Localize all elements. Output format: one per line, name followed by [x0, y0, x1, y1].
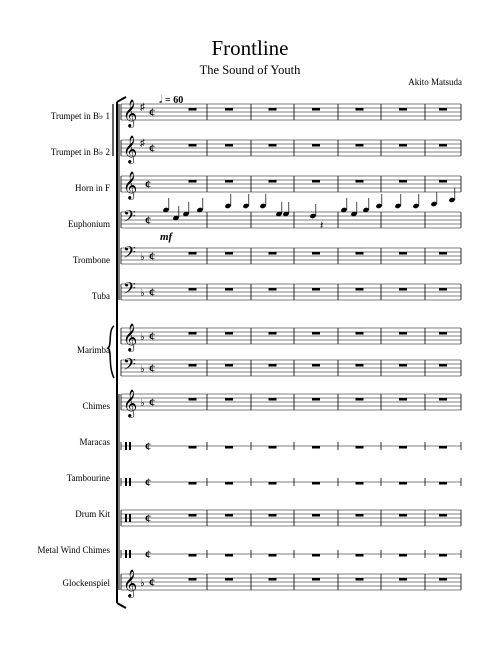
whole-rest: [269, 364, 277, 367]
whole-rest: [439, 364, 447, 367]
whole-rest: [399, 446, 407, 449]
whole-rest: [312, 180, 320, 183]
cut-time-icon: ¢: [145, 547, 151, 561]
whole-rest: [399, 554, 407, 557]
whole-rest: [189, 482, 197, 485]
instrument-label-euphonium: Euphonium: [68, 219, 110, 229]
whole-rest: [189, 578, 197, 581]
instrument-label-marimba: Marimba: [77, 345, 110, 355]
bass-clef-icon: 𝄢: [123, 242, 136, 266]
whole-rest: [399, 578, 407, 581]
whole-rest: [356, 446, 364, 449]
whole-rest: [439, 180, 447, 183]
whole-rest: [312, 482, 320, 485]
cut-time-icon: ¢: [149, 249, 155, 263]
flat-icon: ♭: [140, 252, 145, 263]
whole-rest: [356, 554, 364, 557]
whole-rest: [399, 108, 407, 111]
percussion-clef-icon: [125, 550, 127, 558]
whole-rest: [399, 252, 407, 255]
whole-rest: [189, 144, 197, 147]
whole-rest: [225, 482, 233, 485]
sharp-icon: ♯: [140, 102, 145, 113]
whole-rest: [312, 288, 320, 291]
whole-rest: [189, 398, 197, 401]
whole-rest: [399, 514, 407, 517]
whole-rest: [189, 364, 197, 367]
whole-rest: [225, 288, 233, 291]
whole-rest: [356, 364, 364, 367]
instrument-label-tuba: Tuba: [91, 291, 110, 301]
instrument-label-metal-wind-chimes: Metal Wind Chimes: [37, 545, 110, 555]
percussion-clef-icon: [129, 550, 131, 558]
whole-rest: [189, 554, 197, 557]
whole-rest: [439, 514, 447, 517]
quarter-rest-icon: 𝄽: [320, 220, 324, 232]
score-subtitle: The Sound of Youth: [199, 63, 301, 77]
whole-rest: [269, 144, 277, 147]
whole-rest: [439, 446, 447, 449]
instrument-label-trumpet-1: Trumpet in B♭ 1: [50, 111, 110, 121]
bass-clef-icon: 𝄢: [123, 354, 136, 378]
instrument-label-trombone: Trombone: [72, 255, 110, 265]
whole-rest: [312, 398, 320, 401]
score-title: Frontline: [211, 36, 289, 60]
tempo-value: = 60: [165, 95, 184, 106]
whole-rest: [269, 554, 277, 557]
whole-rest: [399, 180, 407, 183]
cut-time-icon: ¢: [145, 177, 151, 191]
instrument-label-chimes: Chimes: [82, 401, 110, 411]
whole-rest: [312, 332, 320, 335]
whole-rest: [189, 108, 197, 111]
cut-time-icon: ¢: [149, 395, 155, 409]
bass-clef-icon: 𝄢: [123, 278, 136, 302]
whole-rest: [312, 554, 320, 557]
whole-rest: [269, 514, 277, 517]
whole-rest: [225, 180, 233, 183]
cut-time-icon: ¢: [149, 575, 155, 589]
treble-clef-icon: 𝄞: [123, 323, 138, 351]
sharp-icon: ♯: [140, 138, 145, 149]
whole-rest: [439, 554, 447, 557]
whole-rest: [439, 578, 447, 581]
cut-time-icon: ¢: [149, 329, 155, 343]
whole-rest: [312, 578, 320, 581]
cut-time-icon: ¢: [149, 285, 155, 299]
instrument-label-maracas: Maracas: [79, 437, 110, 447]
whole-rest: [399, 364, 407, 367]
whole-rest: [312, 514, 320, 517]
whole-rest: [399, 144, 407, 147]
whole-rest: [356, 514, 364, 517]
whole-rest: [269, 446, 277, 449]
whole-rest: [399, 332, 407, 335]
instrument-label-horn: Horn in F: [74, 183, 110, 193]
whole-rest: [225, 554, 233, 557]
cut-time-icon: ¢: [145, 213, 151, 227]
flat-icon: ♭: [140, 578, 145, 589]
whole-rest: [269, 180, 277, 183]
whole-rest: [269, 332, 277, 335]
whole-rest: [269, 578, 277, 581]
whole-rest: [356, 332, 364, 335]
whole-rest: [439, 398, 447, 401]
treble-clef-icon: 𝄞: [123, 135, 138, 163]
cut-time-icon: ¢: [149, 361, 155, 375]
whole-rest: [189, 180, 197, 183]
whole-rest: [356, 180, 364, 183]
whole-rest: [225, 332, 233, 335]
bracket-hook-bottom: [117, 603, 126, 608]
whole-rest: [189, 514, 197, 517]
percussion-clef-icon: [129, 478, 131, 486]
flat-icon: ♭: [140, 288, 145, 299]
whole-rest: [189, 332, 197, 335]
whole-rest: [356, 578, 364, 581]
bass-clef-icon: 𝄢: [123, 206, 136, 230]
whole-rest: [312, 108, 320, 111]
cut-time-icon: ¢: [149, 141, 155, 155]
treble-clef-icon: 𝄞: [123, 171, 138, 199]
instrument-label-drum-kit: Drum Kit: [75, 509, 110, 519]
whole-rest: [225, 398, 233, 401]
whole-rest: [225, 144, 233, 147]
composer-name: Akito Matsuda: [408, 77, 462, 87]
whole-rest: [189, 252, 197, 255]
cut-time-icon: ¢: [149, 105, 155, 119]
whole-rest: [399, 288, 407, 291]
whole-rest: [189, 288, 197, 291]
whole-rest: [439, 144, 447, 147]
cut-time-icon: ¢: [145, 475, 151, 489]
flat-icon: ♭: [140, 332, 145, 343]
half-note-icon: 𝅗𝅥: [159, 94, 163, 106]
whole-rest: [312, 144, 320, 147]
whole-rest: [225, 578, 233, 581]
whole-rest: [269, 482, 277, 485]
whole-rest: [356, 252, 364, 255]
whole-rest: [356, 398, 364, 401]
whole-rest: [225, 364, 233, 367]
whole-rest: [312, 364, 320, 367]
flat-icon: ♭: [140, 364, 145, 375]
whole-rest: [439, 252, 447, 255]
whole-rest: [269, 398, 277, 401]
whole-rest: [399, 398, 407, 401]
whole-rest: [312, 446, 320, 449]
percussion-clef-icon: [125, 442, 127, 450]
percussion-clef-icon: [129, 442, 131, 450]
treble-clef-icon: 𝄞: [123, 569, 138, 597]
instrument-label-glockenspiel: Glockenspiel: [62, 578, 110, 588]
whole-rest: [189, 446, 197, 449]
whole-rest: [356, 108, 364, 111]
instrument-label-trumpet-2: Trumpet in B♭ 2: [50, 147, 110, 157]
whole-rest: [225, 108, 233, 111]
whole-rest: [399, 482, 407, 485]
percussion-clef-icon: [125, 478, 127, 486]
whole-rest: [225, 514, 233, 517]
whole-rest: [269, 252, 277, 255]
whole-rest: [225, 252, 233, 255]
dynamic-marking: mf: [160, 231, 173, 243]
percussion-clef-icon: [129, 514, 131, 522]
whole-rest: [269, 108, 277, 111]
whole-rest: [225, 446, 233, 449]
cut-time-icon: ¢: [145, 511, 151, 525]
treble-clef-icon: 𝄞: [123, 389, 138, 417]
whole-rest: [356, 482, 364, 485]
whole-rest: [356, 288, 364, 291]
whole-rest: [439, 288, 447, 291]
percussion-clef-icon: [125, 514, 127, 522]
treble-clef-icon: 𝄞: [123, 99, 138, 127]
whole-rest: [439, 332, 447, 335]
flat-icon: ♭: [140, 398, 145, 409]
marimba-brace-icon: [108, 326, 114, 378]
whole-rest: [439, 108, 447, 111]
whole-rest: [356, 144, 364, 147]
cut-time-icon: ¢: [145, 439, 151, 453]
instrument-label-tambourine: Tambourine: [66, 473, 110, 483]
whole-rest: [312, 252, 320, 255]
whole-rest: [439, 482, 447, 485]
whole-rest: [269, 288, 277, 291]
